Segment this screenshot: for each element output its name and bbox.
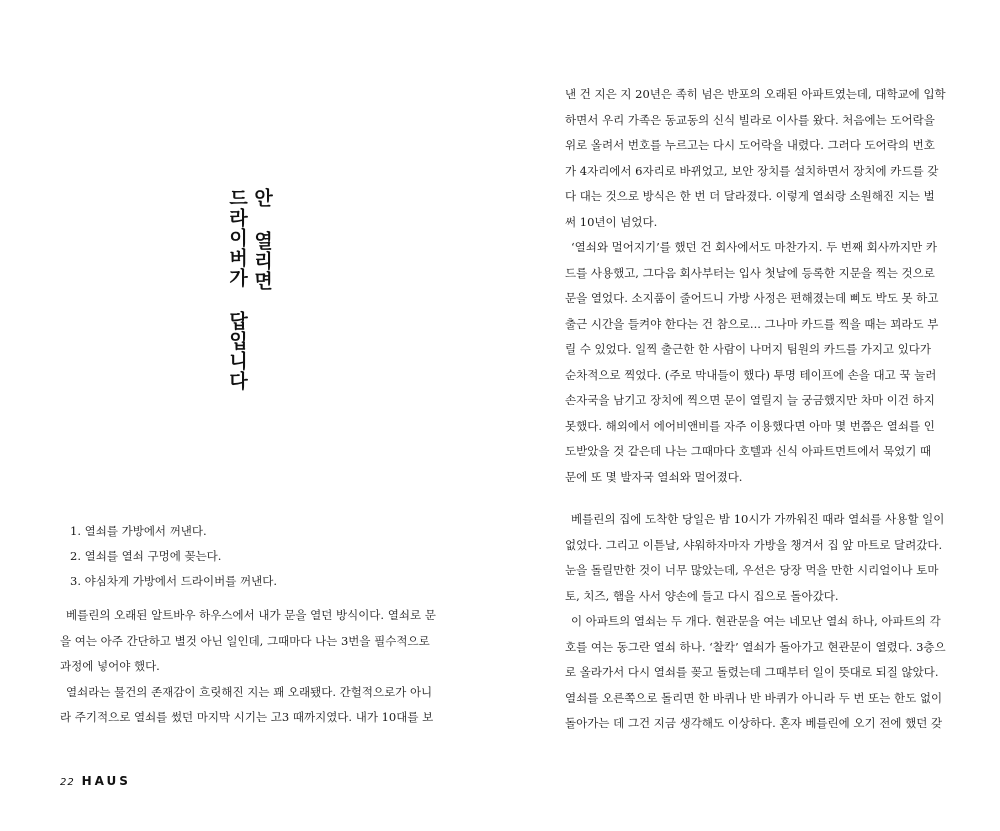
text-line: 손자국을 남기고 장치에 찍으면 문이 열릴지 늘 궁금했지만 차마 이건 하지	[565, 393, 935, 407]
text-line: 열쇠를 오른쪽으로 돌리면 한 바퀴나 반 바퀴가 아니라 두 번 또는 한도 없이	[565, 690, 943, 705]
text-line: 릴 수 있었다. 일찍 출근한 한 사람이 나머지 팀원의 카드를 가지고 있다가	[565, 342, 932, 356]
step-item: 1. 열쇠를 가방에서 꺼낸다.	[70, 524, 207, 538]
text-line: 다 대는 것으로 방식은 한 번 더 달라졌다. 이렇게 열쇠랑 소원해진 지는 벌	[565, 189, 935, 203]
text-line: 드를 사용했고, 그다음 회사부터는 입사 첫날에 등록한 지문을 찍는 것으로	[565, 265, 935, 280]
text-line: 써 10년이 넘었다.	[565, 214, 658, 229]
text-line: 문에 또 몇 발자국 열쇠와 멀어졌다.	[565, 469, 743, 484]
step-item: 3. 야심차게 가방에서 드라이버를 꺼낸다.	[70, 574, 277, 588]
left-body-text	[60, 603, 440, 731]
text-line: 베를린의 오래된 알트바우 하우스에서 내가 문을 열던 방식이다. 열쇠로 문	[66, 608, 436, 622]
text-line: 과정에 넣어야 했다.	[60, 659, 160, 673]
text-line: 로 올라가서 다시 열쇠를 꽂고 돌렸는데 그때부터 일이 뜻대로 되질 않았다.	[565, 665, 939, 679]
text-line: 가 4자리에서 6자리로 바뀌었고, 보안 장치를 설치하면서 장치에 카드를 갖	[565, 163, 939, 178]
page-number: 22	[60, 777, 75, 788]
text-line: 출근 시간을 들켜야 한다는 건 참으로... 그나마 카드를 찍을 때는 꾀라도 부	[565, 316, 939, 331]
right-body-text-top	[565, 82, 945, 490]
text-line: 이 아파트의 열쇠는 두 개다. 현관문을 여는 네모난 열쇠 하나, 아파트의 각	[571, 614, 941, 628]
text-line: 눈을 돌릴만한 것이 너무 많았는데, 우선은 당장 먹을 만한 시리얼이나 토마	[565, 563, 939, 577]
paragraph	[565, 507, 945, 609]
text-line: ‘열쇠와 멀어지기’를 했던 건 회사에서도 마찬가지. 두 번째 회사까지만 카	[571, 240, 938, 254]
text-line: 열쇠라는 물건의 존재감이 흐릿해진 지는 꽤 오래됐다. 간헐적으로가 아니	[66, 684, 433, 699]
paragraph	[565, 235, 945, 490]
text-line: 문을 열었다. 소지품이 줄어드니 가방 사정은 편해졌는데 삐도 박도 못 하고	[565, 291, 939, 305]
article-title	[224, 188, 274, 398]
page-footer	[60, 774, 131, 788]
text-line: 라 주기적으로 열쇠를 썼던 마지막 시기는 고3 때까지였다. 내가 10대를 보	[60, 710, 434, 724]
text-line: 도받았을 것 같은데 나는 그때마다 호텔과 신식 아파트먼트에서 묵었기 때	[565, 444, 932, 458]
text-line: 호를 여는 동그란 열쇠 하나. ‘찰칵’ 열쇠가 돌아가고 현관문이 열렸다. 3층으	[565, 639, 946, 654]
paragraph	[565, 82, 945, 235]
article-title-line-2: 드라이버가 답입니다	[226, 188, 248, 391]
paragraph	[60, 603, 440, 680]
text-line: 순차적으로 찍었다. (주로 막내들이 했다) 투명 테이프에 손을 대고 꾹 눌러	[565, 367, 937, 382]
article-title-line-1: 안 열리면	[251, 188, 273, 291]
right-body-text-bottom	[565, 507, 945, 737]
text-line: 베를린의 집에 도착한 당일은 밤 10시가 가까워진 때라 열쇠를 사용할 일이	[571, 512, 945, 526]
text-line: 하면서 우리 가족은 동교동의 신식 빌라로 이사를 왔다. 처음에는 도어락을	[565, 112, 935, 127]
steps-list	[70, 519, 277, 594]
paragraph	[60, 680, 440, 731]
text-line: 못했다. 해외에서 에어비앤비를 자주 이용했다면 아마 몇 번쯤은 열쇠를 인	[565, 418, 935, 433]
step-item: 2. 열쇠를 열쇠 구멍에 꽂는다.	[70, 549, 222, 563]
text-line: 없었다. 그리고 이튿날, 샤워하자마자 가방을 챙겨서 집 앞 마트로 달려갔다.	[565, 537, 943, 552]
text-line: 토, 치즈, 햄을 사서 양손에 들고 다시 집으로 돌아갔다.	[565, 588, 839, 603]
paragraph	[565, 609, 945, 737]
text-line: 위로 올려서 번호를 누르고는 다시 도어락을 내렸다. 그러다 도어락의 번호	[565, 138, 935, 152]
text-line: 을 여는 아주 간단하고 별것 아닌 일인데, 그때마다 나는 3번을 필수적으로	[60, 633, 430, 648]
text-line: 돌아가는 데 그건 지금 생각해도 이상하다. 혼자 베를린에 오기 전에 했던 갖	[565, 716, 943, 730]
magazine-logo: HAUS	[81, 774, 131, 788]
text-line: 낸 건 지은 지 20년은 족히 넘은 반포의 오래된 아파트였는데, 대학교에 입학	[565, 87, 946, 101]
